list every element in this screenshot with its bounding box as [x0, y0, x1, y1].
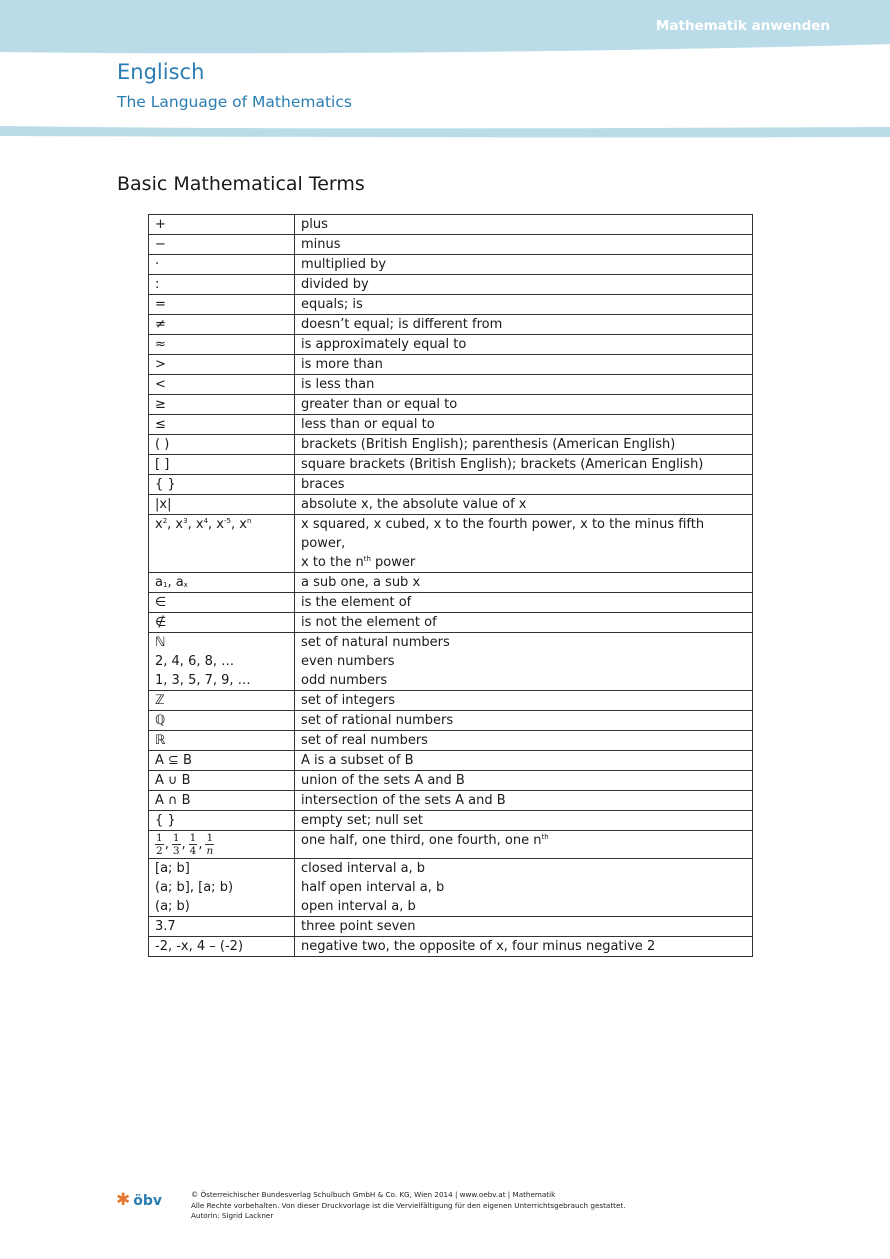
- meaning-text: three point seven: [301, 919, 416, 934]
- meaning-text: minus: [301, 237, 341, 252]
- symbol-cell: [149, 771, 295, 791]
- table-row: [149, 613, 753, 633]
- meaning-text: square brackets (British English); brackets (American English): [301, 457, 704, 472]
- table-row: [149, 395, 753, 415]
- symbol-cell: [149, 917, 295, 937]
- symbol-cell: [149, 375, 295, 395]
- table-row: [149, 917, 753, 937]
- symbol-cell: [149, 691, 295, 711]
- symbol-text: 2, 4, 6, 8, …: [155, 654, 235, 669]
- meaning-cell: [295, 691, 753, 711]
- table-row: [149, 515, 753, 573]
- symbol-text: ∉: [155, 615, 167, 630]
- fraction-denominator: 2: [156, 845, 163, 857]
- meaning-text: half open interval a, b: [301, 880, 445, 895]
- symbol-text: |x|: [155, 497, 172, 512]
- header-label: Mathematik anwenden: [655, 18, 830, 34]
- meaning-cell: [295, 295, 753, 315]
- fraction-denominator: 3: [172, 845, 180, 857]
- meaning-text: is more than: [301, 357, 383, 372]
- symbol-cell: [149, 455, 295, 475]
- meaning-cell: [295, 495, 753, 515]
- symbol-cell: [149, 859, 295, 917]
- symbol-text: [a; b]: [155, 861, 190, 876]
- meaning-cell: [295, 593, 753, 613]
- symbol-text: ≥: [155, 397, 166, 412]
- meaning-text: less than or equal to: [301, 417, 435, 432]
- symbol-cell: [149, 791, 295, 811]
- symbol-cell: [149, 475, 295, 495]
- symbol-text: (a; b], [a; b): [155, 880, 234, 895]
- meaning-cell: [295, 475, 753, 495]
- meaning-text: divided by: [301, 277, 369, 292]
- symbol-text: (a; b): [155, 899, 190, 914]
- fraction-denominator: n: [206, 845, 214, 857]
- terms-table: [148, 214, 753, 957]
- meaning-text: even numbers: [301, 654, 395, 669]
- fraction: [172, 832, 181, 857]
- meaning-text: equals; is: [301, 297, 363, 312]
- meaning-text: empty set; null set: [301, 813, 423, 828]
- symbol-text: ℝ: [155, 733, 166, 748]
- table-row: [149, 691, 753, 711]
- symbol-cell: [149, 215, 295, 235]
- meaning-cell: [295, 771, 753, 791]
- meaning-text: a sub one, a sub x: [301, 575, 421, 590]
- meaning-cell: [295, 315, 753, 335]
- symbol-cell: [149, 335, 295, 355]
- meaning-text: intersection of the sets A and B: [301, 793, 506, 808]
- symbol-cell: [149, 573, 295, 593]
- table-row: [149, 937, 753, 957]
- table-row: [149, 355, 753, 375]
- meaning-text: multiplied by: [301, 257, 387, 272]
- symbol-cell: [149, 395, 295, 415]
- meaning-cell: [295, 751, 753, 771]
- table-row: [149, 375, 753, 395]
- table-row: [149, 771, 753, 791]
- meaning-text: is the element of: [301, 595, 412, 610]
- table-row: [149, 315, 753, 335]
- meaning-cell: [295, 375, 753, 395]
- symbol-text: <: [155, 377, 166, 392]
- symbol-text: +: [155, 217, 166, 232]
- page-subtitle: The Language of Mathematics: [117, 93, 352, 111]
- meaning-text: set of natural numbers: [301, 635, 450, 650]
- symbol-text: −: [155, 237, 166, 252]
- fraction-numerator: 1: [172, 832, 180, 844]
- symbol-text: ∈: [155, 595, 167, 610]
- footer-line: Alle Rechte vorbehalten. Von dieser Druckvorlage ist die Vervielfältigung für den eigenen Unterrichtsgebrauch gestattet.: [191, 1200, 626, 1210]
- footer-line: Autorin: Sigrid Lackner: [191, 1211, 274, 1220]
- symbol-text: ℚ: [155, 713, 166, 728]
- meaning-cell: [295, 831, 753, 859]
- meaning-text: is less than: [301, 377, 375, 392]
- meaning-text: x to the $n^{th}$ power: [301, 555, 416, 570]
- symbol-cell: [149, 255, 295, 275]
- asterisk-icon: ✱: [116, 1190, 131, 1210]
- divider-band: [0, 123, 890, 143]
- symbol-text: A ∩ B: [155, 793, 191, 808]
- symbol-text: 1, 3, 5, 7, 9, …: [155, 673, 251, 688]
- symbol-cell: [149, 811, 295, 831]
- meaning-cell: [295, 633, 753, 691]
- symbol-cell: [149, 731, 295, 751]
- meaning-cell: [295, 917, 753, 937]
- meaning-text: A is a subset of B: [301, 753, 414, 768]
- meaning-text: negative two, the opposite of x, four minus negative 2: [301, 939, 656, 954]
- symbol-text: ℕ: [155, 635, 166, 650]
- table-row: [149, 415, 753, 435]
- meaning-cell: [295, 613, 753, 633]
- symbol-text: A ⊆ B: [155, 753, 192, 768]
- fraction: [205, 832, 214, 857]
- symbol-cell: [149, 295, 295, 315]
- meaning-cell: [295, 275, 753, 295]
- meaning-text: plus: [301, 217, 328, 232]
- symbol-text: A ∪ B: [155, 773, 191, 788]
- table-row: [149, 859, 753, 917]
- meaning-cell: [295, 573, 753, 593]
- meaning-cell: [295, 515, 753, 573]
- meaning-text: closed interval a, b: [301, 861, 426, 876]
- meaning-cell: [295, 859, 753, 917]
- symbol-text: $x^2$, $x^3$, $x^4$, $x^{-5}$, $x^n$: [155, 517, 252, 532]
- symbol-cell: [149, 711, 295, 731]
- fraction-numerator: 1: [206, 832, 214, 844]
- meaning-text: absolute x, the absolute value of x: [301, 497, 527, 512]
- meaning-text: set of real numbers: [301, 733, 428, 748]
- meaning-cell: [295, 711, 753, 731]
- symbol-text: [ ]: [155, 457, 170, 472]
- table-row: [149, 711, 753, 731]
- symbol-text: :: [155, 277, 160, 292]
- fraction-numerator: 1: [189, 832, 197, 844]
- symbol-text: ≤: [155, 417, 166, 432]
- meaning-cell: [295, 791, 753, 811]
- fraction-numerator: 1: [156, 832, 163, 844]
- meaning-cell: [295, 435, 753, 455]
- meaning-cell: [295, 811, 753, 831]
- symbol-cell: [149, 275, 295, 295]
- meaning-text: x squared, x cubed, x to the fourth power, x to the minus fifth power,: [301, 517, 705, 551]
- table-row: [149, 455, 753, 475]
- symbol-cell: [149, 435, 295, 455]
- meaning-text: brackets (British English); parenthesis (American English): [301, 437, 676, 452]
- logo-text: öbv: [133, 1192, 163, 1209]
- symbol-cell: [149, 415, 295, 435]
- table-row: [149, 295, 753, 315]
- symbol-text: 3.7: [155, 919, 176, 934]
- symbol-text: { }: [155, 813, 176, 828]
- table-row: [149, 335, 753, 355]
- table-row: [149, 215, 753, 235]
- meaning-text: greater than or equal to: [301, 397, 458, 412]
- meaning-cell: [295, 355, 753, 375]
- meaning-cell: [295, 455, 753, 475]
- symbol-cell: $\frac{1}{2}$ , $\frac{1}{3}$ , $\frac{1}{4}$ , $\frac{1}{n}$: [149, 831, 295, 859]
- meaning-text: union of the sets A and B: [301, 773, 465, 788]
- table-row: [149, 751, 753, 771]
- meaning-cell: [295, 215, 753, 235]
- symbol-text: ( ): [155, 437, 170, 452]
- meaning-text: is approximately equal to: [301, 337, 467, 352]
- table-row: [149, 731, 753, 751]
- table-row: [149, 435, 753, 455]
- meaning-text: doesn’t equal; is different from: [301, 317, 503, 332]
- footer-copyright: [191, 1190, 626, 1222]
- symbol-text: >: [155, 357, 166, 372]
- meaning-cell: [295, 395, 753, 415]
- meaning-cell: [295, 415, 753, 435]
- symbol-cell: [149, 751, 295, 771]
- meaning-text: is not the element of: [301, 615, 437, 630]
- symbol-cell: [149, 235, 295, 255]
- meaning-text: one half, one third, one fourth, one $n^{th}$: [301, 833, 549, 848]
- table-row: [149, 633, 753, 691]
- symbol-cell: [149, 937, 295, 957]
- symbol-text: ℤ: [155, 693, 165, 708]
- meaning-cell: [295, 937, 753, 957]
- table-row: [149, 275, 753, 295]
- footer-line: © Österreichischer Bundesverlag Schulbuch GmbH & Co. KG, Wien 2014 | www.oebv.at | Mathematik: [191, 1190, 556, 1199]
- symbol-cell: [149, 515, 295, 573]
- table-row: [149, 791, 753, 811]
- symbol-cell: [149, 613, 295, 633]
- meaning-cell: [295, 235, 753, 255]
- symbol-text: ≈: [155, 337, 166, 352]
- table-row: [149, 235, 753, 255]
- symbol-text: { }: [155, 477, 176, 492]
- table-row: [149, 593, 753, 613]
- symbol-text: $a_1$, $a_x$: [155, 575, 188, 590]
- meaning-text: set of integers: [301, 693, 395, 708]
- meaning-text: open interval a, b: [301, 899, 416, 914]
- symbol-text: ·: [155, 257, 160, 272]
- table-row: [149, 475, 753, 495]
- table-row: [149, 811, 753, 831]
- symbol-cell: [149, 495, 295, 515]
- meaning-cell: [295, 731, 753, 751]
- publisher-logo: [116, 1192, 162, 1209]
- meaning-text: odd numbers: [301, 673, 388, 688]
- meaning-cell: [295, 255, 753, 275]
- section-title: Basic Mathematical Terms: [117, 173, 365, 195]
- symbol-text: -2, -x, 4 – (-2): [155, 939, 244, 954]
- fraction-denominator: 4: [189, 845, 197, 857]
- table-row: [149, 495, 753, 515]
- table-row: [149, 831, 753, 859]
- symbol-cell: [149, 355, 295, 375]
- symbol-cell: [149, 633, 295, 691]
- fraction: [155, 832, 164, 857]
- table-row: [149, 255, 753, 275]
- meaning-text: set of rational numbers: [301, 713, 454, 728]
- meaning-cell: [295, 335, 753, 355]
- symbol-cell: [149, 315, 295, 335]
- symbol-text: ≠: [155, 317, 166, 332]
- subject-title: Englisch: [117, 60, 205, 84]
- fraction: [189, 832, 198, 857]
- meaning-text: braces: [301, 477, 345, 492]
- symbol-text: =: [155, 297, 166, 312]
- table-row: [149, 573, 753, 593]
- symbol-cell: [149, 593, 295, 613]
